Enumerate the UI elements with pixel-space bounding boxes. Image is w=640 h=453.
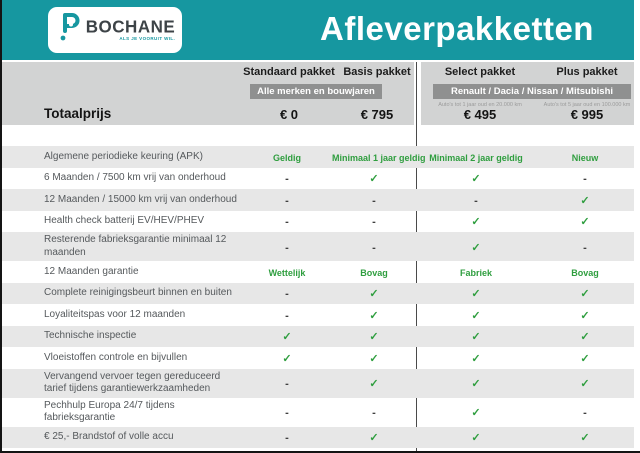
dash-icon: - — [583, 241, 587, 254]
row-value: Minimaal 1 jaar geldig — [332, 152, 426, 163]
column-header-basis: Basis pakket — [343, 66, 411, 78]
row-label: 12 Maanden / 15000 km vrij van onderhoud — [44, 193, 237, 205]
dash-icon: - — [372, 241, 376, 254]
dash-icon: - — [372, 194, 376, 207]
check-icon: ✓ — [580, 331, 590, 344]
dash-icon: - — [285, 216, 289, 229]
brand-logo — [48, 7, 182, 53]
table-row — [2, 398, 634, 427]
check-icon: ✓ — [580, 288, 590, 301]
row-label: Algemene periodieke keuring (APK) — [44, 150, 203, 162]
row-label: € 25,- Brandstof of volle accu — [44, 431, 174, 442]
check-icon: ✓ — [471, 352, 481, 365]
dash-icon: - — [285, 378, 289, 390]
check-icon: ✓ — [471, 378, 481, 390]
check-icon: ✓ — [369, 331, 379, 344]
row-label: 12 Maanden garantie — [44, 265, 139, 277]
check-icon: ✓ — [369, 352, 379, 365]
check-icon: ✓ — [471, 309, 481, 322]
row-label: Loyaliteitspas voor 12 maanden — [44, 308, 186, 320]
check-icon: ✓ — [471, 173, 481, 186]
column-header-plus: Plus pakket — [556, 66, 618, 78]
table-row — [2, 369, 634, 398]
row-label: 6 Maanden / 7500 km vrij van onderhoud — [44, 172, 226, 183]
price-standaard: € 0 — [279, 107, 299, 122]
dash-icon: - — [583, 407, 587, 419]
row-label: Technische inspectie — [44, 330, 137, 341]
table-row — [2, 427, 634, 449]
dash-icon: - — [474, 194, 478, 207]
dash-icon: - — [372, 216, 376, 229]
row-value: Bovag — [360, 267, 388, 278]
price-plus: € 995 — [570, 107, 604, 122]
table-row — [2, 232, 634, 261]
page-title: Afleverpakketten — [320, 10, 594, 47]
row-value: Nieuw — [571, 152, 599, 163]
column-header-standaard: Standaard pakket — [243, 66, 335, 78]
check-icon: ✓ — [471, 432, 481, 445]
dash-icon: - — [285, 288, 289, 301]
price-select: € 495 — [463, 107, 497, 122]
table-row — [2, 168, 634, 190]
dash-icon: - — [285, 194, 289, 207]
brand-logo-icon — [55, 11, 81, 50]
dash-icon: - — [285, 173, 289, 186]
column-header-select: Select pakket — [444, 66, 516, 78]
row-label: Resterende fabrieksgarantie minimaal 12 maanden — [44, 234, 227, 258]
check-icon: ✓ — [282, 352, 292, 365]
feature-rows — [2, 146, 634, 448]
group-badge-renault-group: Renault / Dacia / Nissan / Mitsubishi — [433, 84, 631, 99]
dash-icon: - — [285, 309, 289, 322]
row-value: Wettelijk — [268, 267, 306, 278]
row-value: Minimaal 2 jaar geldig — [429, 152, 523, 163]
dash-icon: - — [583, 173, 587, 186]
row-label: Vervangend vervoer tegen gereduceerd tarief tijdens garantiewerkzaamheden — [44, 370, 221, 394]
table-row — [2, 146, 634, 168]
dash-icon: - — [285, 432, 289, 445]
row-label: Health check batterij EV/HEV/PHEV — [44, 215, 205, 226]
table-row — [2, 261, 634, 283]
check-icon: ✓ — [471, 407, 481, 419]
row-label: Pechhulp Europa 24/7 tijdens fabrieksgarantie — [44, 399, 175, 423]
check-icon: ✓ — [369, 309, 379, 322]
check-icon: ✓ — [471, 288, 481, 301]
group-badge-all-brands: Alle merken en bouwjaren — [250, 84, 382, 99]
check-icon: ✓ — [369, 288, 379, 301]
check-icon: ✓ — [282, 331, 292, 344]
top-bar — [2, 0, 634, 60]
table-row — [2, 304, 634, 326]
check-icon: ✓ — [471, 241, 481, 254]
row-value: Fabriek — [459, 267, 492, 278]
column-note-select: Auto's tot 1 jaar oud en 20.000 km — [438, 102, 522, 108]
check-icon: ✓ — [580, 309, 590, 322]
table-row — [2, 347, 634, 369]
check-icon: ✓ — [369, 432, 379, 445]
table-row — [2, 326, 634, 348]
column-note-plus: Auto's tot 5 jaar oud en 100.000 km — [543, 102, 631, 108]
check-icon: ✓ — [580, 216, 590, 229]
row-label: Vloeistoffen controle en bijvullen — [44, 351, 188, 363]
table-row — [2, 211, 634, 233]
check-icon: ✓ — [580, 432, 590, 445]
dash-icon: - — [372, 407, 376, 419]
brand-logo-text — [86, 18, 175, 42]
price-basis: € 795 — [360, 107, 394, 122]
check-icon: ✓ — [580, 194, 590, 207]
table-row — [2, 283, 634, 305]
brand-name: BOCHANE — [85, 16, 176, 37]
dash-icon: - — [285, 407, 289, 419]
check-icon: ✓ — [369, 173, 379, 186]
check-icon: ✓ — [580, 352, 590, 365]
total-price-label: Totaalprijs — [44, 106, 112, 121]
row-value: Geldig — [272, 152, 301, 163]
check-icon: ✓ — [369, 378, 379, 390]
brand-tagline: ALS JE VOORUIT WIL. — [119, 36, 176, 42]
check-icon: ✓ — [580, 378, 590, 390]
row-value: Bovag — [571, 267, 599, 278]
dash-icon: - — [285, 241, 289, 254]
table-row — [2, 189, 634, 211]
check-icon: ✓ — [471, 216, 481, 229]
row-label: Complete reinigingsbeurt binnen en buiten — [44, 287, 232, 298]
check-icon: ✓ — [471, 331, 481, 344]
